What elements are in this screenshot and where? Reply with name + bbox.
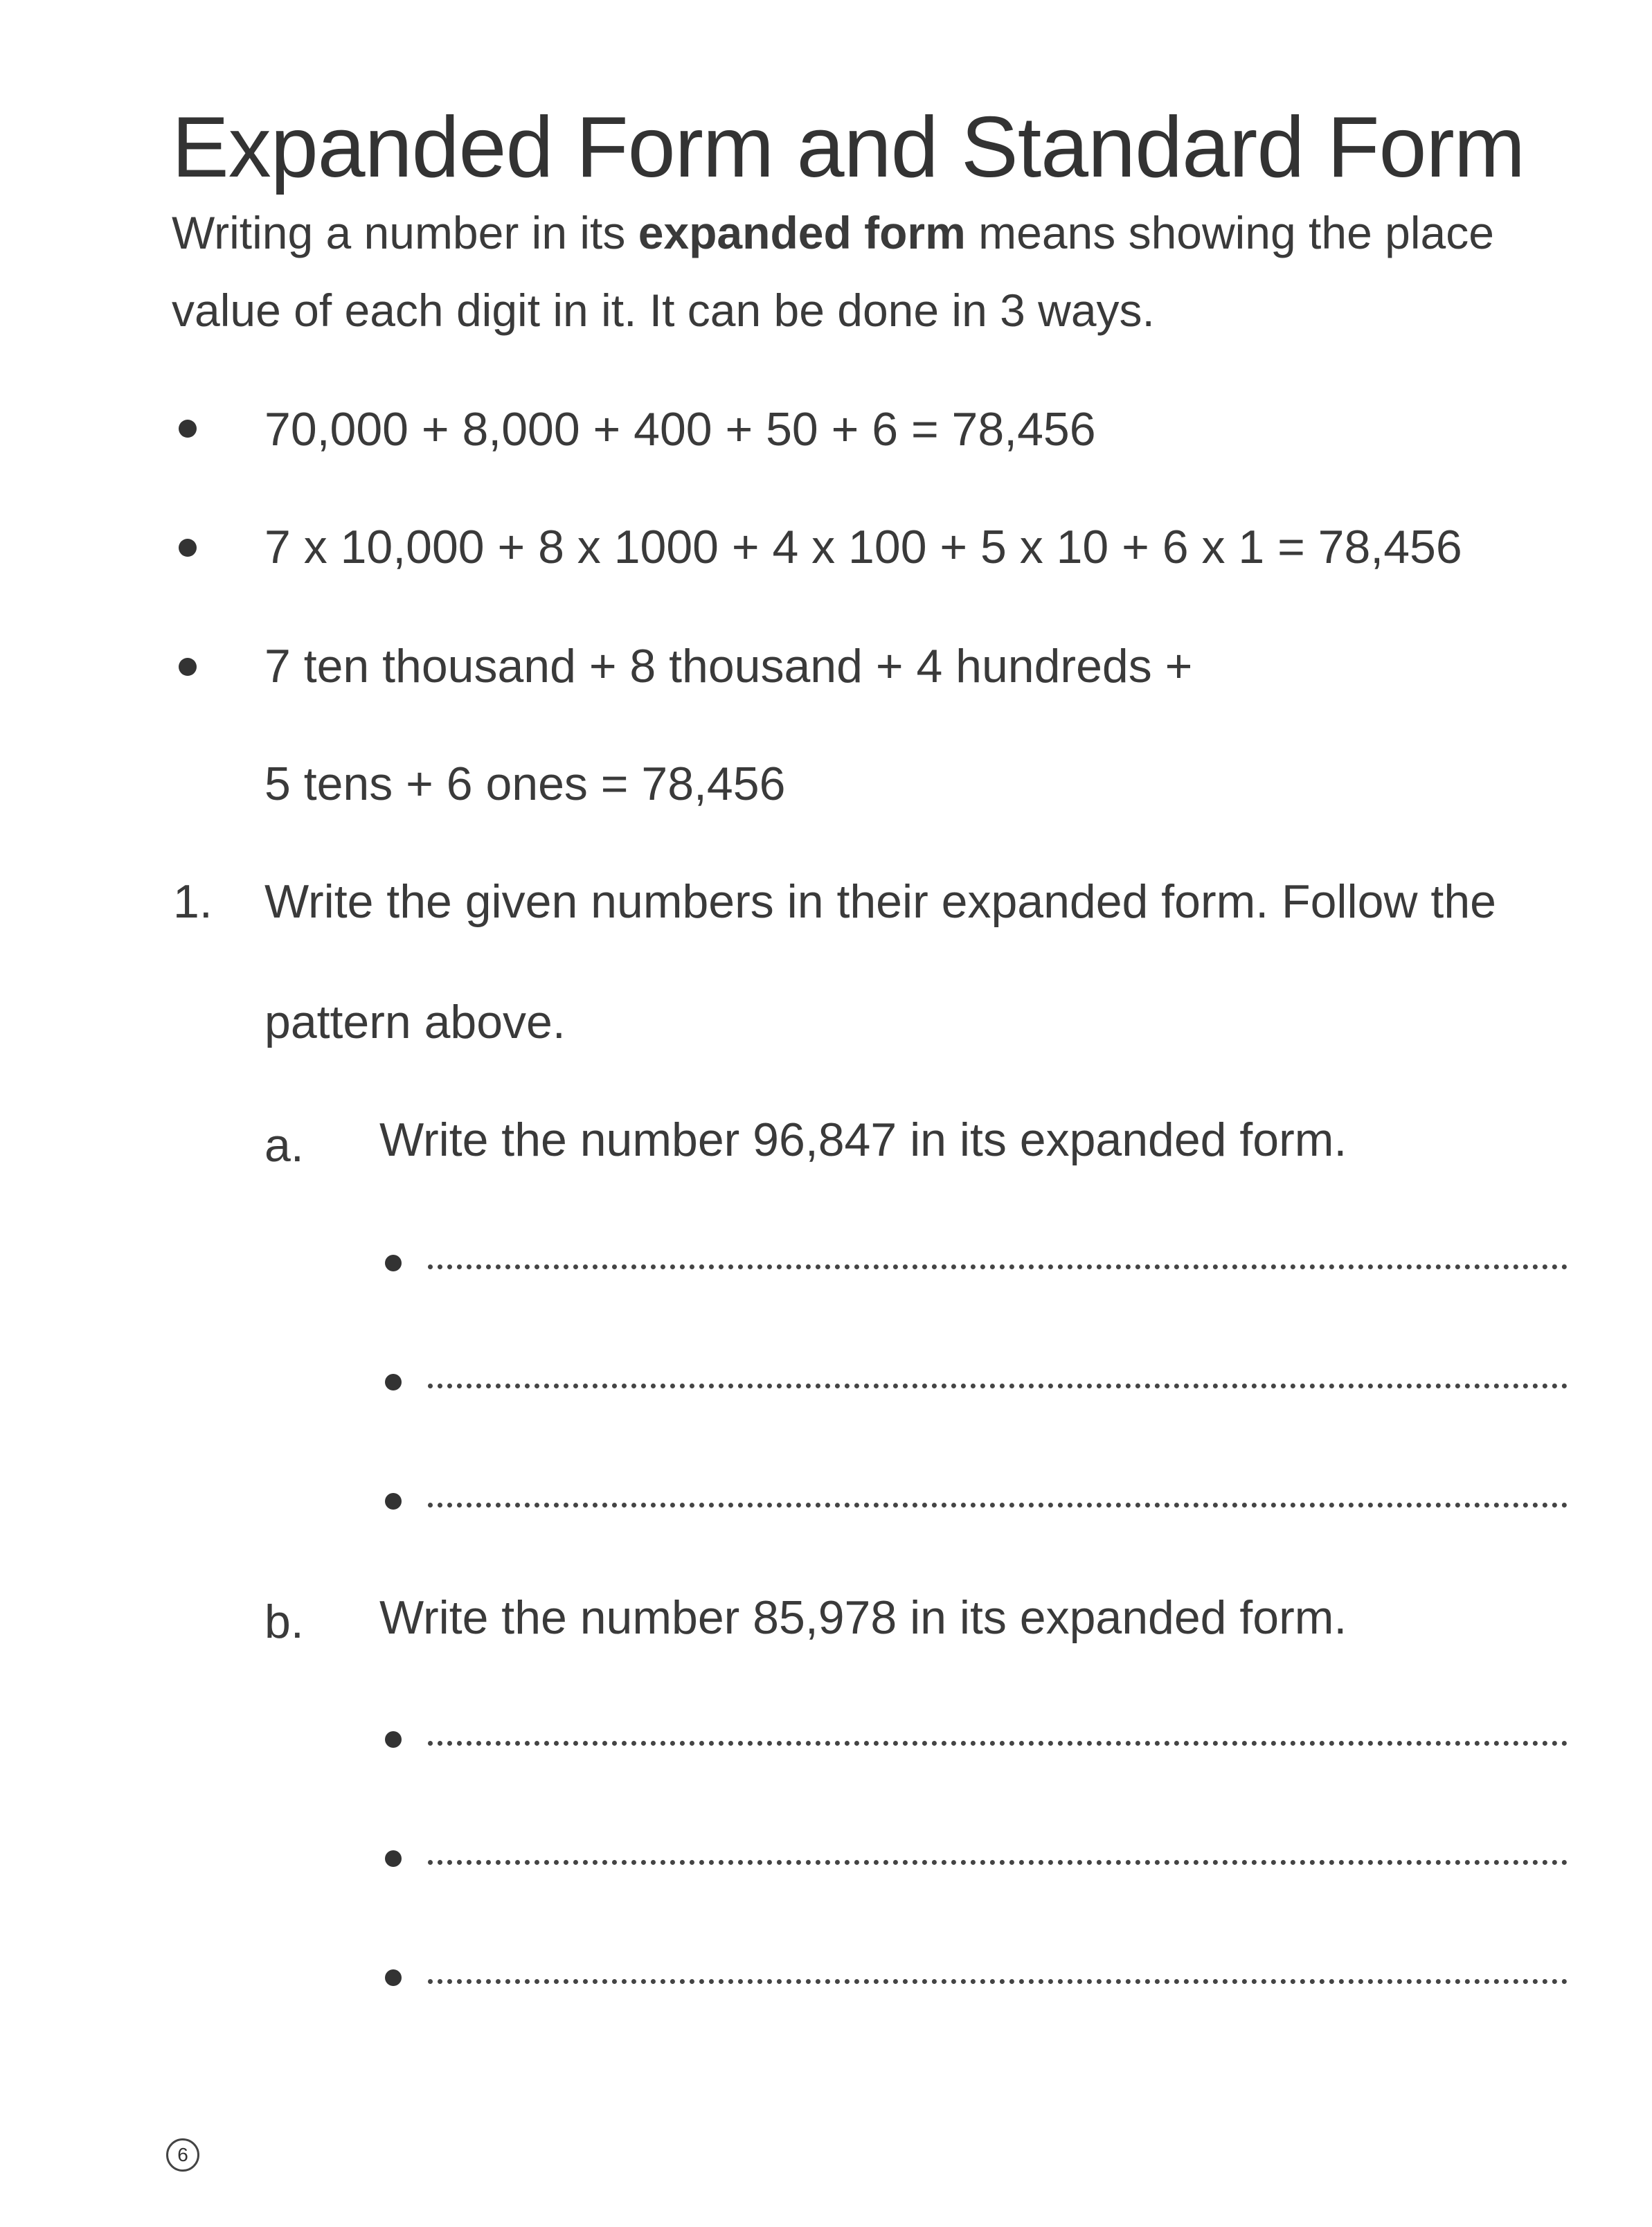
part-a-text: Write the number 96,847 in its expanded form. [379,1114,1347,1166]
intro-text: Writing a number in its [172,207,638,258]
intro-text: means showing the place [965,207,1494,258]
example-expanded-words: 7 ten thousand + 8 thousand + 4 hundreds + [264,640,1193,692]
bullet-icon [179,539,197,557]
answer-line[interactable] [428,1503,1568,1508]
answer-line[interactable] [428,1264,1568,1269]
bullet-icon [385,1731,402,1748]
page-number: 6 [166,2138,199,2172]
bullet-icon [179,658,197,676]
bullet-icon [385,1850,402,1867]
bullet-icon [385,1255,402,1271]
page-title: Expanded Form and Standard Form [172,100,1525,195]
answer-line[interactable] [428,1384,1568,1388]
answer-line[interactable] [428,1979,1568,1984]
part-b-text: Write the number 85,978 in its expanded form. [379,1591,1347,1644]
bullet-icon [179,420,197,438]
part-a-label: a. [264,1119,304,1172]
intro-bold-term: expanded form [638,207,966,258]
example-expanded-sum: 70,000 + 8,000 + 400 + 50 + 6 = 78,456 [264,403,1096,456]
example-expanded-words-continuation: 5 tens + 6 ones = 78,456 [264,758,786,810]
intro-line-1 [172,205,1494,260]
bullet-icon [385,1969,402,1986]
answer-line[interactable] [428,1860,1568,1865]
example-expanded-product: 7 x 10,000 + 8 x 1000 + 4 x 100 + 5 x 10 + 6 x 1 = 78,456 [264,521,1462,573]
part-b-label: b. [264,1595,304,1648]
intro-line-2: value of each digit in it. It can be done in 3 ways. [172,285,1155,336]
question-number: 1. [173,875,213,928]
question-text-line-1: Write the given numbers in their expanded form. Follow the [264,875,1496,928]
answer-line[interactable] [428,1741,1568,1746]
bullet-icon [385,1374,402,1390]
question-text-line-2: pattern above. [264,996,566,1048]
bullet-icon [385,1493,402,1510]
